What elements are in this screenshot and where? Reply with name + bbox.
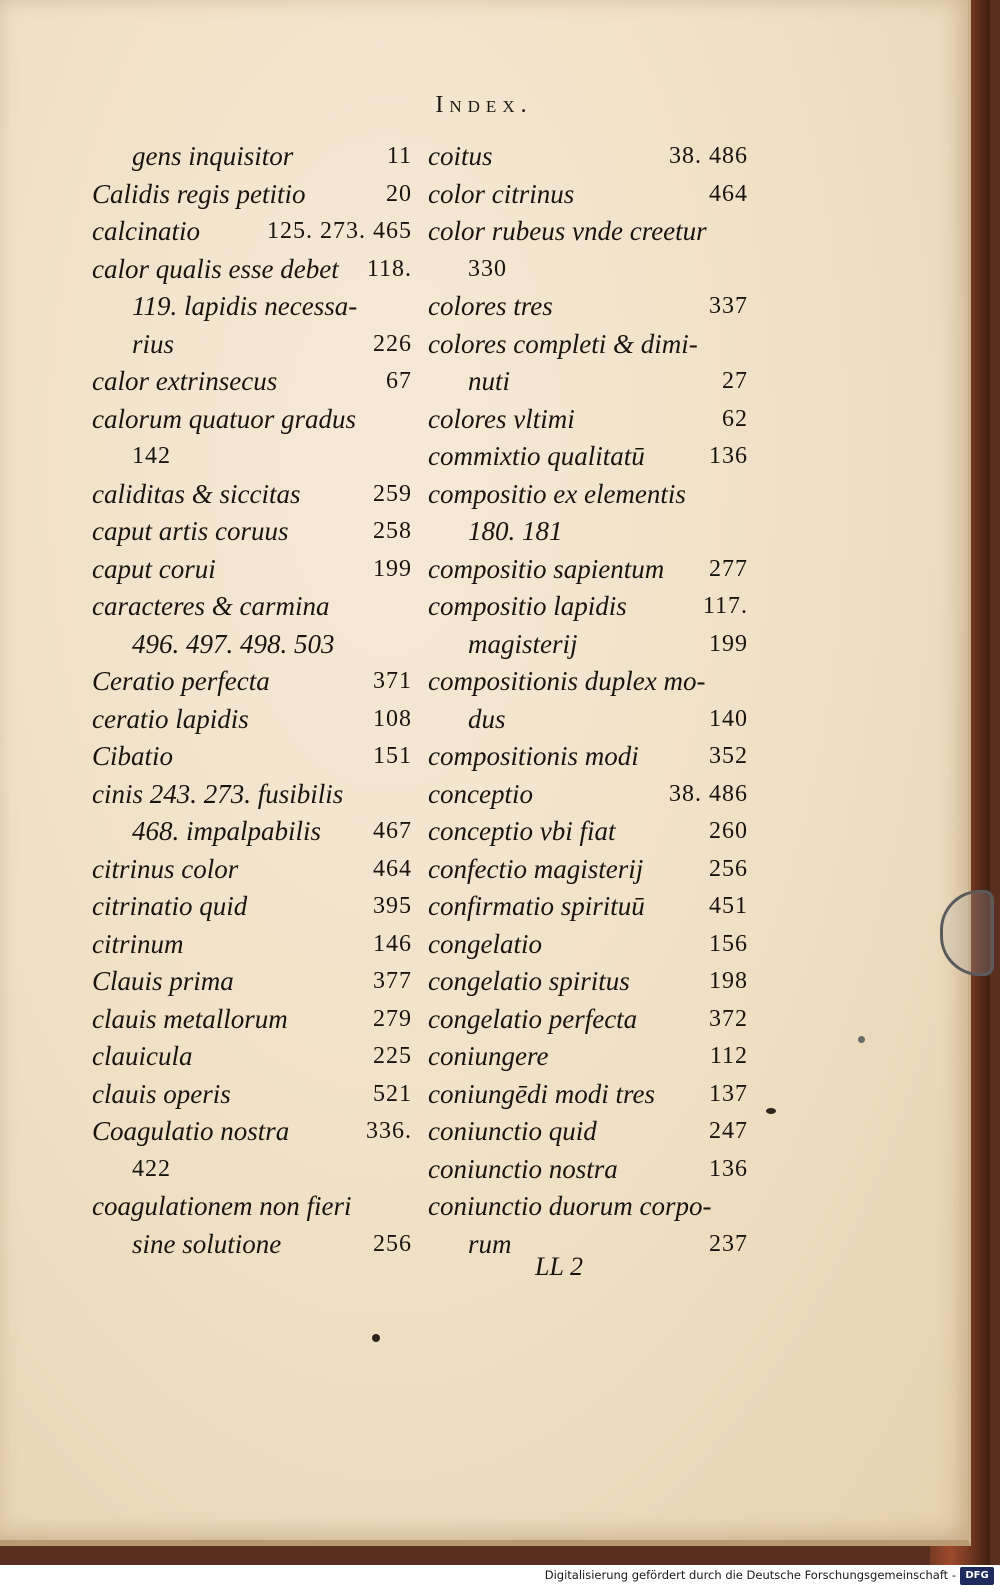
page-reference: 38. 486: [669, 780, 748, 807]
page-reference: 146: [373, 930, 412, 957]
index-term: Cibatio: [92, 741, 174, 771]
index-entry: [428, 1038, 748, 1076]
index-entry: [92, 926, 412, 964]
page-reference: 225: [373, 1043, 412, 1069]
dfg-logo: DFG: [960, 1567, 994, 1585]
index-entry: [92, 138, 412, 176]
page-reference: 521: [373, 1080, 412, 1107]
page-reference: 142: [132, 443, 171, 469]
index-term: confirmatio spirituū: [428, 891, 645, 921]
index-entry: [428, 588, 748, 626]
index-entry: [92, 1001, 412, 1039]
index-term: calor extrinsecus: [92, 366, 278, 396]
ink-speck: [766, 1108, 776, 1114]
index-entry: [428, 513, 748, 551]
index-entry: [92, 326, 412, 364]
page-reference: 377: [373, 968, 412, 994]
index-term: compositio ex elementis: [428, 478, 686, 509]
index-term: conceptio vbi fiat: [428, 816, 616, 846]
index-term: colores completi & dimi-: [428, 328, 698, 359]
page-reference: 330: [468, 255, 507, 282]
page-reference: 371: [373, 668, 412, 694]
index-term: congelatio: [428, 928, 542, 959]
page-reference: 198: [709, 968, 748, 994]
index-entry: [92, 701, 412, 739]
index-entry: [428, 663, 748, 701]
page-reference: 38. 486: [669, 143, 748, 169]
index-term: cinis 243. 273. fusibilis: [92, 778, 344, 809]
index-entry: [428, 401, 748, 439]
page-reference: 112: [709, 1043, 748, 1069]
index-entry: [92, 476, 412, 514]
page-reference: 67: [386, 368, 412, 394]
index-term: coniunctio duorum corpo-: [428, 1191, 712, 1221]
index-term: caracteres & carmina: [92, 591, 330, 621]
index-term: Ceratio perfecta: [92, 666, 270, 696]
index-column-right: [428, 138, 748, 1263]
page-reference: 336.: [366, 1118, 412, 1144]
index-term: citrinum: [92, 928, 184, 959]
page-reference: 464: [709, 180, 748, 207]
index-term: sine solutione: [132, 1228, 282, 1259]
index-entry: [92, 401, 412, 439]
index-term: commixtio qualitatū: [428, 441, 645, 471]
index-entry: [428, 738, 748, 776]
page-reference: 258: [373, 518, 412, 544]
index-term: conceptio: [428, 778, 533, 809]
page-reference: 62: [722, 405, 748, 432]
page-reference: 20: [386, 180, 412, 207]
page-reference: 256: [709, 855, 748, 882]
index-term: congelatio spiritus: [428, 966, 630, 996]
index-term: Calidis regis petitio: [92, 178, 306, 209]
index-term: magisterij: [468, 628, 578, 659]
page-reference: 279: [373, 1005, 412, 1032]
index-entry: [92, 738, 412, 776]
index-term: coniunctio nostra: [428, 1153, 618, 1184]
ink-speck: [858, 1036, 865, 1043]
index-term: coniunctio quid: [428, 1116, 597, 1146]
index-term: nuti: [468, 366, 511, 396]
page-reference: 140: [709, 705, 748, 732]
index-entry: [92, 888, 412, 926]
page-reference: 259: [373, 480, 412, 507]
page-reference: 372: [709, 1005, 748, 1032]
index-term: gens inquisitor: [132, 141, 294, 171]
page-reference: 199: [709, 630, 748, 657]
index-entry: [92, 1188, 412, 1226]
index-entry: [428, 138, 748, 176]
page-reference: 108: [373, 705, 412, 732]
index-term: rius: [132, 328, 175, 359]
index-term: compositio lapidis: [428, 591, 627, 621]
index-entry: [428, 288, 748, 326]
index-entry: [92, 963, 412, 1001]
index-entry: [92, 1038, 412, 1076]
running-head: Index.: [435, 92, 533, 118]
index-term: compositionis modi: [428, 741, 639, 771]
page-reference: 337: [709, 293, 748, 319]
index-entry: [428, 1226, 748, 1264]
page-reference: 464: [373, 855, 412, 882]
page-reference: 156: [709, 930, 748, 957]
index-term: Clauis prima: [92, 966, 234, 996]
signature-mark: LL 2: [535, 1252, 583, 1281]
page-reference: 256: [373, 1230, 412, 1257]
index-entry: [428, 476, 748, 514]
index-entry: [428, 326, 748, 364]
index-term: coitus: [428, 141, 493, 171]
page-reference: 226: [373, 330, 412, 357]
index-column-left: [92, 138, 412, 1263]
page-reference: 451: [709, 893, 748, 919]
index-term: color citrinus: [428, 178, 575, 209]
index-entry: [428, 626, 748, 664]
index-entry: [428, 963, 748, 1001]
index-entry: [428, 1001, 748, 1039]
page-reference: 352: [709, 743, 748, 769]
index-entry: [92, 438, 412, 476]
page-reference: 136: [709, 1155, 748, 1182]
index-term: caput artis coruus: [92, 516, 289, 546]
footer-credit: Digitalisierung gefördert durch die Deutsche Forschungsgemeinschaft -: [544, 1568, 956, 1582]
index-entry: [92, 213, 412, 251]
index-entry: [428, 438, 748, 476]
index-entry: [92, 251, 412, 289]
index-term: colores tres: [428, 291, 553, 321]
index-term: calor qualis esse debet: [92, 253, 339, 284]
index-entry: [92, 1226, 412, 1264]
page-reference: 199: [373, 555, 412, 582]
index-entry: [92, 813, 412, 851]
index-entry: [428, 1151, 748, 1189]
index-entry: [92, 176, 412, 214]
index-term: citrinatio quid: [92, 891, 248, 921]
index-entry: [92, 288, 412, 326]
index-entry: [428, 363, 748, 401]
index-entry: [92, 1076, 412, 1114]
index-term: rum: [468, 1228, 512, 1259]
page-reference: 247: [709, 1118, 748, 1144]
index-term: coniungere: [428, 1041, 549, 1071]
index-term: caput corui: [92, 553, 216, 584]
page-reference: 467: [373, 818, 412, 844]
index-entry: [92, 851, 412, 889]
index-entry: [428, 701, 748, 739]
index-term: calorum quatuor gradus: [92, 403, 357, 434]
index-entry: [92, 588, 412, 626]
page-reference: 151: [373, 743, 412, 769]
index-entry: [428, 926, 748, 964]
ink-speck: [372, 1334, 380, 1342]
footer-bar: [0, 1565, 1000, 1590]
page-reference: 118.: [366, 255, 412, 282]
index-term: compositionis duplex mo-: [428, 666, 706, 696]
index-term: coagulationem non fieri: [92, 1191, 352, 1221]
index-term: caliditas & siccitas: [92, 478, 301, 509]
index-term: dus: [468, 703, 506, 734]
index-term: 180. 181: [468, 516, 563, 546]
page-reference: 117.: [702, 593, 748, 619]
index-entry: [428, 1113, 748, 1151]
index-entry: [428, 1076, 748, 1114]
index-entry: [428, 551, 748, 589]
index-entry: [428, 776, 748, 814]
index-entry: [92, 551, 412, 589]
index-entry: [92, 1113, 412, 1151]
index-term: coniungēdi modi tres: [428, 1078, 655, 1109]
index-entry: [92, 776, 412, 814]
index-term: 496. 497. 498. 503: [132, 628, 335, 659]
index-entry: [428, 1188, 748, 1226]
index-term: 468. impalpabilis: [132, 816, 322, 846]
page-reference: 422: [132, 1155, 171, 1182]
page-reference: 277: [709, 555, 748, 582]
index-term: color rubeus vnde creetur: [428, 216, 707, 246]
index-entry: [428, 851, 748, 889]
index-term: clauicula: [92, 1041, 193, 1071]
page-reference: 137: [709, 1080, 748, 1107]
index-entry: [92, 1151, 412, 1189]
index-entry: [92, 626, 412, 664]
index-term: ceratio lapidis: [92, 703, 249, 734]
index-term: colores vltimi: [428, 403, 575, 434]
index-term: Coagulatio nostra: [92, 1116, 290, 1146]
index-term: clauis operis: [92, 1078, 231, 1109]
index-term: confectio magisterij: [428, 853, 644, 884]
index-term: compositio sapientum: [428, 553, 665, 584]
index-entry: [92, 663, 412, 701]
page-reference: 260: [709, 818, 748, 844]
index-term: calcinatio: [92, 216, 200, 246]
page-reference: 395: [373, 893, 412, 919]
index-term: clauis metallorum: [92, 1003, 288, 1034]
page-reference: 125. 273. 465: [267, 218, 412, 244]
index-entry: [92, 363, 412, 401]
index-entry: [428, 813, 748, 851]
page-reference: 11: [386, 143, 412, 169]
index-entry: [428, 888, 748, 926]
index-entry: [92, 513, 412, 551]
page-reference: 27: [722, 368, 748, 394]
index-entry: [428, 213, 748, 251]
index-entry: [428, 251, 748, 289]
page-reference: 237: [709, 1230, 748, 1257]
page-reference: 136: [709, 443, 748, 469]
index-entry: [428, 176, 748, 214]
index-term: 119. lapidis necessa-: [132, 291, 358, 321]
index-term: congelatio perfecta: [428, 1003, 638, 1034]
index-term: citrinus color: [92, 853, 239, 884]
